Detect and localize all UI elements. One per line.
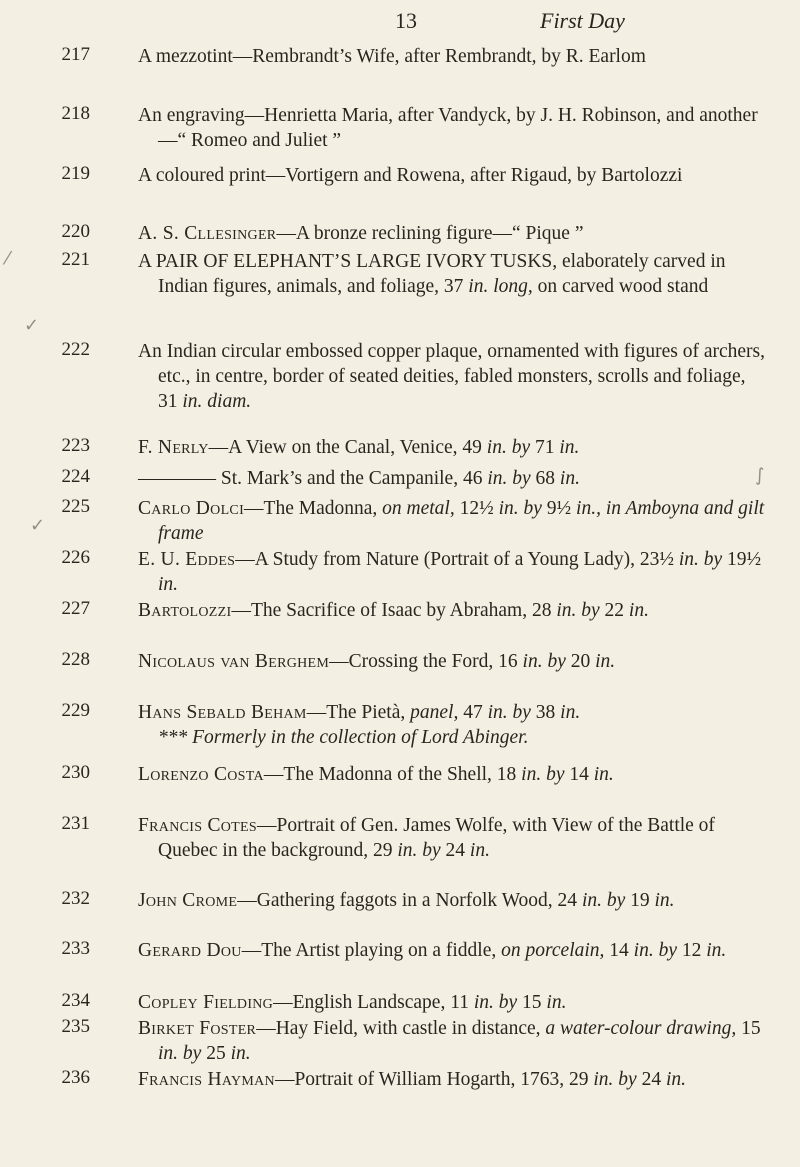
description-text: ———— St. Mark’s and the Campanile, 46 bbox=[138, 468, 488, 489]
description-text: in. by bbox=[487, 468, 531, 489]
running-head: First Day bbox=[540, 8, 625, 33]
description-text: —The Pietà, bbox=[306, 702, 411, 723]
description-text: 38 bbox=[530, 702, 561, 723]
description-text: —The Artist playing on a fiddle, bbox=[241, 940, 502, 961]
description-text: in. by bbox=[486, 437, 531, 458]
description-text: in. bbox=[230, 1043, 251, 1064]
description-text: in. bbox=[469, 840, 490, 861]
lot-description bbox=[138, 221, 768, 246]
description-text: in. bbox=[158, 574, 179, 595]
description-text: on porcelain, bbox=[501, 940, 605, 961]
artist-name: A. S. Cllesinger bbox=[138, 223, 277, 244]
description-text: in. diam. bbox=[182, 391, 252, 412]
description-text: in. by bbox=[473, 992, 518, 1013]
description-text: in. by bbox=[678, 549, 723, 570]
page-number: 13 bbox=[395, 8, 417, 33]
lot-description bbox=[138, 700, 768, 750]
lot-description bbox=[138, 249, 768, 299]
description-text: a water-colour drawing, bbox=[545, 1018, 737, 1039]
artist-name: Copley Fielding bbox=[138, 992, 274, 1013]
lot-number: 230 bbox=[61, 762, 90, 783]
description-text: A mezzotint—Rembrandt’s Wife, after Rembrandt, by R. Earlom bbox=[138, 46, 646, 67]
lot-description bbox=[138, 649, 768, 674]
lot-number: 223 bbox=[61, 435, 90, 456]
artist-name: Francis Hayman bbox=[138, 1069, 275, 1090]
lot-number: 231 bbox=[61, 813, 90, 834]
description-text: 24 bbox=[440, 840, 470, 861]
pencil-mark-icon: ✓ bbox=[30, 515, 46, 536]
lot-description bbox=[138, 888, 768, 913]
description-text: —English Landscape, 11 bbox=[273, 992, 474, 1013]
lot-description bbox=[138, 103, 768, 153]
description-text: An engraving—Henrietta Maria, after Vandyck, by J. H. Robinson, and another—“ Romeo and Juliet ” bbox=[138, 105, 758, 151]
lot-number: 229 bbox=[61, 700, 90, 721]
lot-number: 221 bbox=[61, 249, 90, 270]
description-text: in. bbox=[546, 992, 567, 1013]
description-text: —Portrait of William Hogarth, 1763, 29 bbox=[274, 1069, 594, 1090]
lot-description bbox=[138, 466, 768, 491]
description-text: 24 bbox=[636, 1069, 666, 1090]
description-text: —The Madonna, bbox=[244, 498, 383, 519]
description-text: panel, bbox=[410, 702, 459, 723]
lot-number: 232 bbox=[61, 888, 90, 909]
lot-number: 236 bbox=[61, 1067, 90, 1088]
description-text: in. by bbox=[522, 651, 566, 672]
description-text: 15 bbox=[736, 1018, 761, 1039]
description-text: —Portrait of Gen. James Wolfe, with View of the Battle of Quebec in the background, 29 bbox=[158, 815, 715, 861]
lot-number: 224 bbox=[61, 466, 90, 487]
artist-name: E. U. Eddes bbox=[138, 549, 236, 570]
lot-number: 228 bbox=[61, 649, 90, 670]
lot-description bbox=[138, 813, 768, 863]
pencil-mark-icon: ⁄ bbox=[6, 248, 10, 269]
description-text: A coloured print—Vortigern and Rowena, after Rigaud, by Bartolozzi bbox=[138, 165, 683, 186]
description-text: —A View on the Canal, Venice, 49 bbox=[208, 437, 487, 458]
page-header bbox=[0, 8, 800, 38]
artist-name: Birket Foster bbox=[138, 1018, 257, 1039]
lot-number: 234 bbox=[61, 990, 90, 1011]
lot-number: 235 bbox=[61, 1016, 90, 1037]
description-text: in., in Amboyna and gilt frame bbox=[158, 498, 765, 544]
lot-number: 217 bbox=[61, 44, 90, 65]
description-text: 68 bbox=[530, 468, 560, 489]
description-text: —A bronze reclining figure—“ Pique ” bbox=[276, 223, 584, 244]
description-text: in. bbox=[665, 1069, 686, 1090]
artist-name: Gerard Dou bbox=[138, 940, 242, 961]
description-text: in. by bbox=[593, 1069, 637, 1090]
description-text: —Gathering faggots in a Norfolk Wood, 24 bbox=[237, 890, 582, 911]
lot-number: 222 bbox=[61, 339, 90, 360]
artist-name: F. Nerly bbox=[138, 437, 209, 458]
description-text: in. bbox=[595, 651, 616, 672]
lot-description bbox=[138, 762, 768, 787]
description-text: in. by bbox=[158, 1043, 202, 1064]
description-text: A PAIR OF ELEPHANT’S LARGE IVORY TUSKS, elaborately carved in Indian figures, animals, and foliage, 37 bbox=[138, 251, 726, 297]
pencil-mark-icon: ✓ bbox=[24, 315, 40, 336]
lot-description bbox=[138, 938, 768, 963]
description-text: 12 bbox=[676, 940, 707, 961]
description-text: in. bbox=[654, 890, 675, 911]
description-text: 25 bbox=[201, 1043, 231, 1064]
description-text: 14 bbox=[564, 764, 594, 785]
description-text: in. bbox=[559, 468, 580, 489]
lot-number: 227 bbox=[61, 598, 90, 619]
description-text: —The Madonna of the Shell, 18 bbox=[263, 764, 522, 785]
description-text: in. bbox=[559, 437, 580, 458]
lot-number: 219 bbox=[61, 163, 90, 184]
description-text: in. by bbox=[581, 890, 626, 911]
description-text: in. by bbox=[498, 498, 542, 519]
artist-name: John Crome bbox=[138, 890, 238, 911]
description-text: An Indian circular embossed copper plaque, ornamented with figures of archers, etc., in centre, border of seated deities, fabled monsters, scrolls and foliage, 31 bbox=[138, 341, 766, 412]
pencil-mark-icon: ∫ bbox=[755, 465, 765, 486]
description-text: on carved wood stand bbox=[532, 276, 709, 297]
lot-number: 218 bbox=[61, 103, 90, 124]
description-text: 47 bbox=[458, 702, 488, 723]
description-text: —Crossing the Ford, 16 bbox=[329, 651, 523, 672]
lot-number: 225 bbox=[61, 496, 90, 517]
description-text: 9½ bbox=[541, 498, 577, 519]
description-text: in. bbox=[560, 702, 581, 723]
lot-description bbox=[138, 496, 768, 546]
description-text: in. by bbox=[487, 702, 531, 723]
description-text: —Hay Field, with castle in distance, bbox=[256, 1018, 546, 1039]
lot-description bbox=[138, 339, 768, 414]
description-text: on metal, bbox=[382, 498, 455, 519]
artist-name: Bartolozzi bbox=[138, 600, 232, 621]
artist-name: Lorenzo Costa bbox=[138, 764, 264, 785]
description-text: —The Sacrifice of Isaac by Abraham, 28 bbox=[231, 600, 557, 621]
artist-name: Carlo Dolci bbox=[138, 498, 245, 519]
description-text: 22 bbox=[599, 600, 629, 621]
description-text: —A Study from Nature (Portrait of a Young Lady), 23½ bbox=[235, 549, 679, 570]
lot-description bbox=[138, 598, 768, 623]
description-text: 20 bbox=[565, 651, 596, 672]
provenance-note: *** Formerly in the collection of Lord Abinger. bbox=[158, 727, 529, 748]
lot-description bbox=[138, 990, 768, 1015]
artist-name: Nicolaus van Berghem bbox=[138, 651, 330, 672]
description-text: in. by bbox=[521, 764, 565, 785]
lot-description bbox=[138, 44, 768, 69]
description-text: 14 bbox=[604, 940, 634, 961]
description-text: 12½ bbox=[454, 498, 499, 519]
description-text: 15 bbox=[517, 992, 547, 1013]
description-text: 19½ bbox=[722, 549, 762, 570]
description-text: 71 bbox=[530, 437, 560, 458]
artist-name: Hans Sebald Beham bbox=[138, 702, 307, 723]
description-text: 19 bbox=[625, 890, 655, 911]
description-text: in. by bbox=[397, 840, 441, 861]
lot-description bbox=[138, 163, 768, 188]
description-text: in. bbox=[593, 764, 614, 785]
lot-description bbox=[138, 1016, 768, 1066]
artist-name: Francis Cotes bbox=[138, 815, 257, 836]
description-text: in. by bbox=[633, 940, 677, 961]
lot-number: 226 bbox=[61, 547, 90, 568]
description-text: in. by bbox=[556, 600, 600, 621]
lot-description bbox=[138, 1067, 768, 1092]
description-text: in. long, bbox=[468, 276, 533, 297]
lot-description bbox=[138, 547, 768, 597]
description-text: in. bbox=[628, 600, 649, 621]
lot-number: 233 bbox=[61, 938, 90, 959]
lot-description bbox=[138, 435, 768, 460]
description-text: in. bbox=[706, 940, 727, 961]
lot-number: 220 bbox=[61, 221, 90, 242]
